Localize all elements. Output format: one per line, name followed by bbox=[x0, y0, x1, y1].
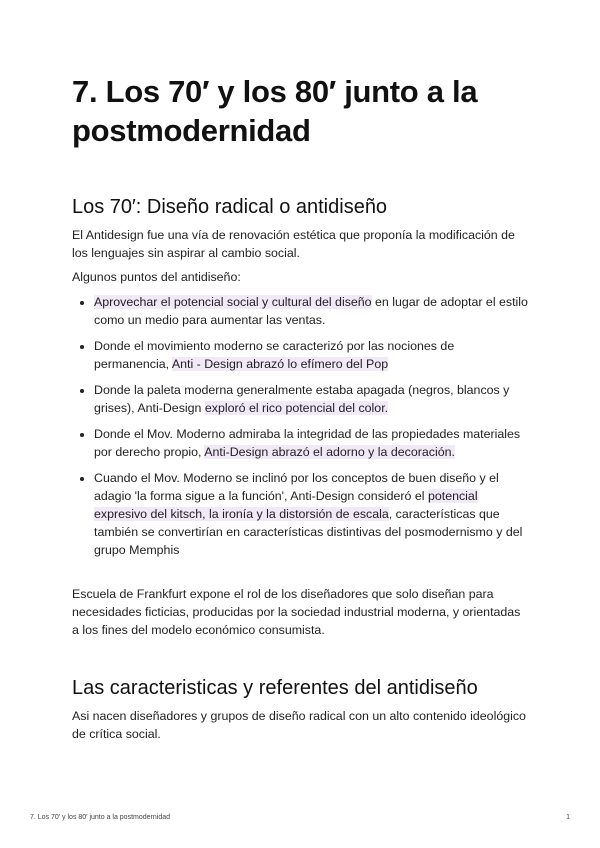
list-item: • Donde la paleta moderna generalmente estaba apagada (negros, blancos y grises), Anti-Design exploró el rico potencial del color. bbox=[94, 381, 530, 417]
highlight: potencial expresivo del kitsch, la ironía y la distorsión de escala bbox=[94, 489, 478, 521]
antidesign-points-list bbox=[72, 293, 530, 559]
list-item: • Donde el movimiento moderno se caracterizó por las nociones de permanencia, Anti - Design abrazó lo efímero del Pop bbox=[94, 337, 530, 373]
frankfurt-paragraph: Escuela de Frankfurt expone el rol de los diseñadores que solo diseñan para necesidades ficticias, producidas por la sociedad industrial moderna, y orientadas a los fines del modelo económico consumista. bbox=[72, 587, 521, 637]
highlight: exploró el rico potencial del color. bbox=[204, 401, 389, 415]
list-item: • Donde el Mov. Moderno admiraba la integridad de las propiedades materiales por derecho propio, Anti-Design abrazó el adorno y la decoración. bbox=[94, 425, 530, 461]
intro-paragraph: El Antidesign fue una vía de renovación estética que proponía la modificación de los lenguajes sin aspirar al cambio social. bbox=[72, 228, 515, 260]
page-footer bbox=[30, 814, 570, 821]
puntos-label: Algunos puntos del antidiseño: bbox=[72, 270, 241, 284]
list-item: • Aprovechar el potencial social y cultural del diseño en lugar de adoptar el estilo como un medio para aumentar las ventas. bbox=[94, 293, 530, 329]
list-item: • Cuando el Mov. Moderno se inclinó por los conceptos de buen diseño y el adagio 'la forma sigue a la función', Anti-Design consideró el potencial expresivo del kitsch, la ironía y la distorsión de escala, características que también se convertirían en características distintivas del posmodernismo y del grupo Memphis bbox=[94, 469, 530, 559]
highlight: Aprovechar el potencial social y cultural del diseño bbox=[94, 295, 372, 309]
caracteristicas-paragraph: Asi nacen diseñadores y grupos de diseño radical con un alto contenido ideológico de crítica social. bbox=[72, 709, 526, 741]
document-page bbox=[72, 72, 530, 743]
footer-title: 7. Los 70′ y los 80′ junto a la postmodernidad bbox=[30, 814, 170, 821]
page-title: 7. Los 70′ y los 80′ junto a la postmodernidad bbox=[72, 74, 478, 148]
section-heading-caracteristicas: Las caracteristicas y referentes del antidiseño bbox=[72, 677, 478, 699]
page-number: 1 bbox=[566, 814, 570, 821]
highlight: Anti-Design abrazó el adorno y la decoración. bbox=[204, 445, 455, 459]
highlight: Anti - Design abrazó lo efímero del Pop bbox=[171, 357, 389, 371]
section-heading-70s: Los 70′: Diseño radical o antidiseño bbox=[72, 196, 388, 218]
